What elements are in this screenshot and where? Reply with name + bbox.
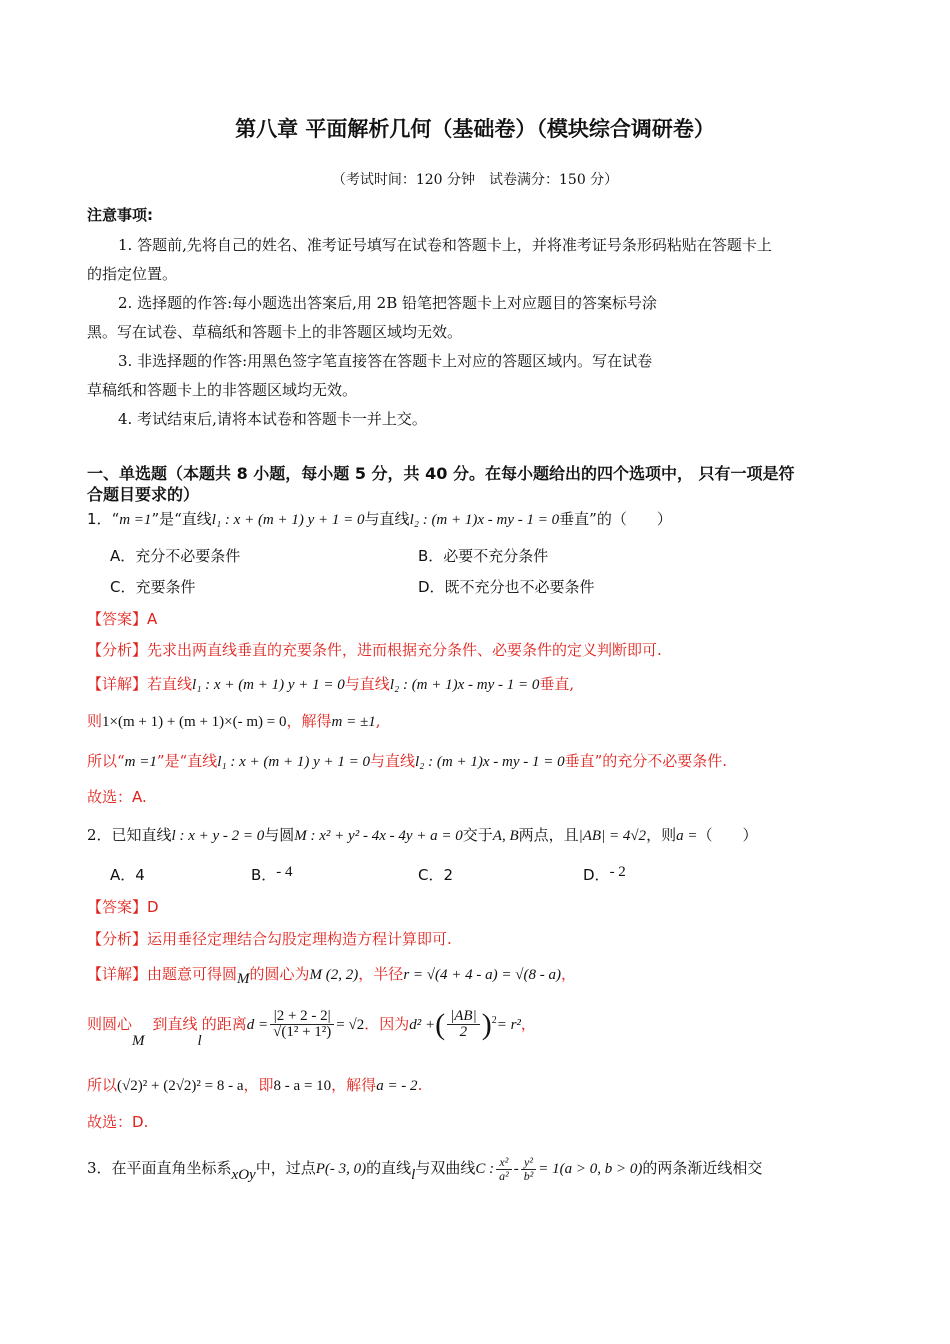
q2-conclusion: 故选：D. (87, 1113, 149, 1131)
q2-line: l : x + y - 2 = 0 (171, 828, 265, 844)
notice-item-2-cont: 黑。写在试卷、草稿纸和答题卡上的非答题区域均无效。 (87, 323, 463, 341)
q1-analysis: 【分析】先求出两直线垂直的充要条件，进而根据充分条件、必要条件的定义判断即可. (87, 641, 662, 659)
q2-option-a: A．4 (110, 866, 145, 884)
q1-number: 1． (87, 510, 112, 528)
q2-chord-length: |AB| = 4√2 (578, 828, 647, 844)
q2-half-chord-fraction: $\frac{|AB|}{2}$ (447, 1009, 480, 1042)
section-heading-line1: 一、单选题（本题共 8 小题，每小题 5 分，共 40 分。在每小题给出的四个选项中， 只有一项是符 (87, 464, 795, 483)
q1-detail-l2: l₂ : (m + 1)x - my - 1 = 0 (389, 677, 540, 693)
q1-conclusion: 故选：A. (87, 788, 147, 806)
notice-item-1-cont: 的指定位置。 (87, 265, 178, 283)
q2-detail-line2: 则圆心M到直线l的距离d = $\frac{|2 + 2 - 2|}{\text{√(1² + 1²)}}$ = √2．因为d² +( $\frac{|AB|}{2}$ )$^2$= r²， (87, 1007, 536, 1049)
q1-perp-equation: 1×(m + 1) + (m + 1)×(- m) = 0 (102, 714, 287, 730)
q2-option-b: B．- 4 (251, 864, 293, 884)
q1-detail-line2: 则1×(m + 1) + (m + 1)×(- m) = 0，解得m = ±1, (87, 712, 381, 730)
notice-heading: 注意事项: (87, 206, 153, 224)
notice-item-4: 4. 考试结束后,请将本试卷和答题卡一并上交。 (118, 410, 427, 428)
q1-condition: m =1 (119, 512, 152, 528)
q1-option-b: B．必要不充分条件 (418, 547, 549, 565)
exam-info: （考试时间：120 分钟 试卷满分：150 分） (331, 172, 619, 188)
q2-detail-line3: 所以(√2)² + (2√2)² = 8 - a，即8 - a = 10，解得a = - 2. (87, 1076, 423, 1094)
q1-answer: 【答案】A (87, 610, 158, 628)
q1-option-d: D．既不充分也不必要条件 (418, 578, 595, 596)
q2-radius: r = √(4 + 4 - a) = √(8 - a) (403, 967, 561, 983)
q1-stem: 1．“m =1”是“直线l₁ : x + (m + 1) y + 1 = 0与直线l₂ : (m + 1)x - my - 1 = 0垂直”的（ ） (87, 510, 672, 528)
q3-stem: 3．在平面直角坐标系xOy中，过点P(- 3, 0)的直线l与双曲线C : $\frac{\text{x²}}{\text{a²}}$ - $\frac{\text{y²}}{\text{b²}}$ = 1(a > 0, b > 0)的两条渐近线相交 (87, 1155, 763, 1184)
q1-option-a: A．充分不必要条件 (110, 547, 241, 565)
q3-point: P(- 3, 0) (315, 1161, 367, 1178)
q1-option-c: C．充要条件 (110, 578, 196, 596)
section-heading-line2: 合题目要求的） (87, 485, 200, 504)
q2-detail-line1: 【详解】由题意可得圆M的圆心为M (2, 2)，半径r = √(4 + 4 - a) = √(8 - a)， (87, 965, 576, 987)
q2-analysis: 【分析】运用垂径定理结合勾股定理构造方程计算即可. (87, 930, 452, 948)
q1-detail-line1: 【详解】若直线l₁ : x + (m + 1) y + 1 = 0与直线l₂ : (m + 1)x - my - 1 = 0垂直, (87, 675, 575, 693)
q2-stem: 2．已知直线l : x + y - 2 = 0与圆M : x² + y² - 4x - 4y + a = 0交于A, B两点，且|AB| = 4√2，则a =（ ） (87, 826, 758, 844)
q3-hyperbola-x-term: $\frac{\text{x²}}{\text{a²}}$ (496, 1156, 512, 1182)
q2-distance-fraction: $\frac{|2 + 2 - 2|}{\text{√(1² + 1²)}}$ (270, 1009, 334, 1042)
notice-item-3-cont: 草稿纸和答题卡上的非答题区域均无效。 (87, 381, 358, 399)
q1-solution: m = ±1 (331, 714, 376, 730)
q3-hyperbola-y-term: $\frac{\text{y²}}{\text{b²}}$ (521, 1156, 537, 1182)
q1-detail-line3: 所以“m =1”是“直线l₁ : x + (m + 1) y + 1 = 0与直线l₂ : (m + 1)x - my - 1 = 0垂直”的充分不必要条件. (87, 752, 728, 770)
notice-item-3: 3. 非选择题的作答:用黑色签字笔直接答在答题卡上对应的答题区域内。写在试卷 (118, 352, 653, 370)
q2-option-d: D．- 2 (583, 864, 626, 884)
q1-line-l1: l₁ : x + (m + 1) y + 1 = 0 (211, 512, 365, 528)
q1-line-l2: l₂ : (m + 1)x - my - 1 = 0 (409, 512, 560, 528)
q2-circle: M : x² + y² - 4x - 4y + a = 0 (294, 828, 463, 844)
notice-item-1: 1. 答题前,先将自己的姓名、准考证号填写在试卷和答题卡上，并将准考证号条形码粘贴在答题卡上 (118, 236, 772, 254)
q1-detail-l1: l₁ : x + (m + 1) y + 1 = 0 (192, 677, 345, 693)
q2-circle-center: M (2, 2) (309, 967, 359, 983)
document-title: 第八章 平面解析几何（基础卷）（模块综合调研卷） (235, 117, 715, 141)
q2-option-c: C．2 (418, 866, 454, 884)
q2-answer: 【答案】D (87, 898, 159, 916)
notice-item-2: 2. 选择题的作答:每小题选出答案后,用 2B 铅笔把答题卡上对应题目的答案标号涂 (118, 294, 658, 312)
